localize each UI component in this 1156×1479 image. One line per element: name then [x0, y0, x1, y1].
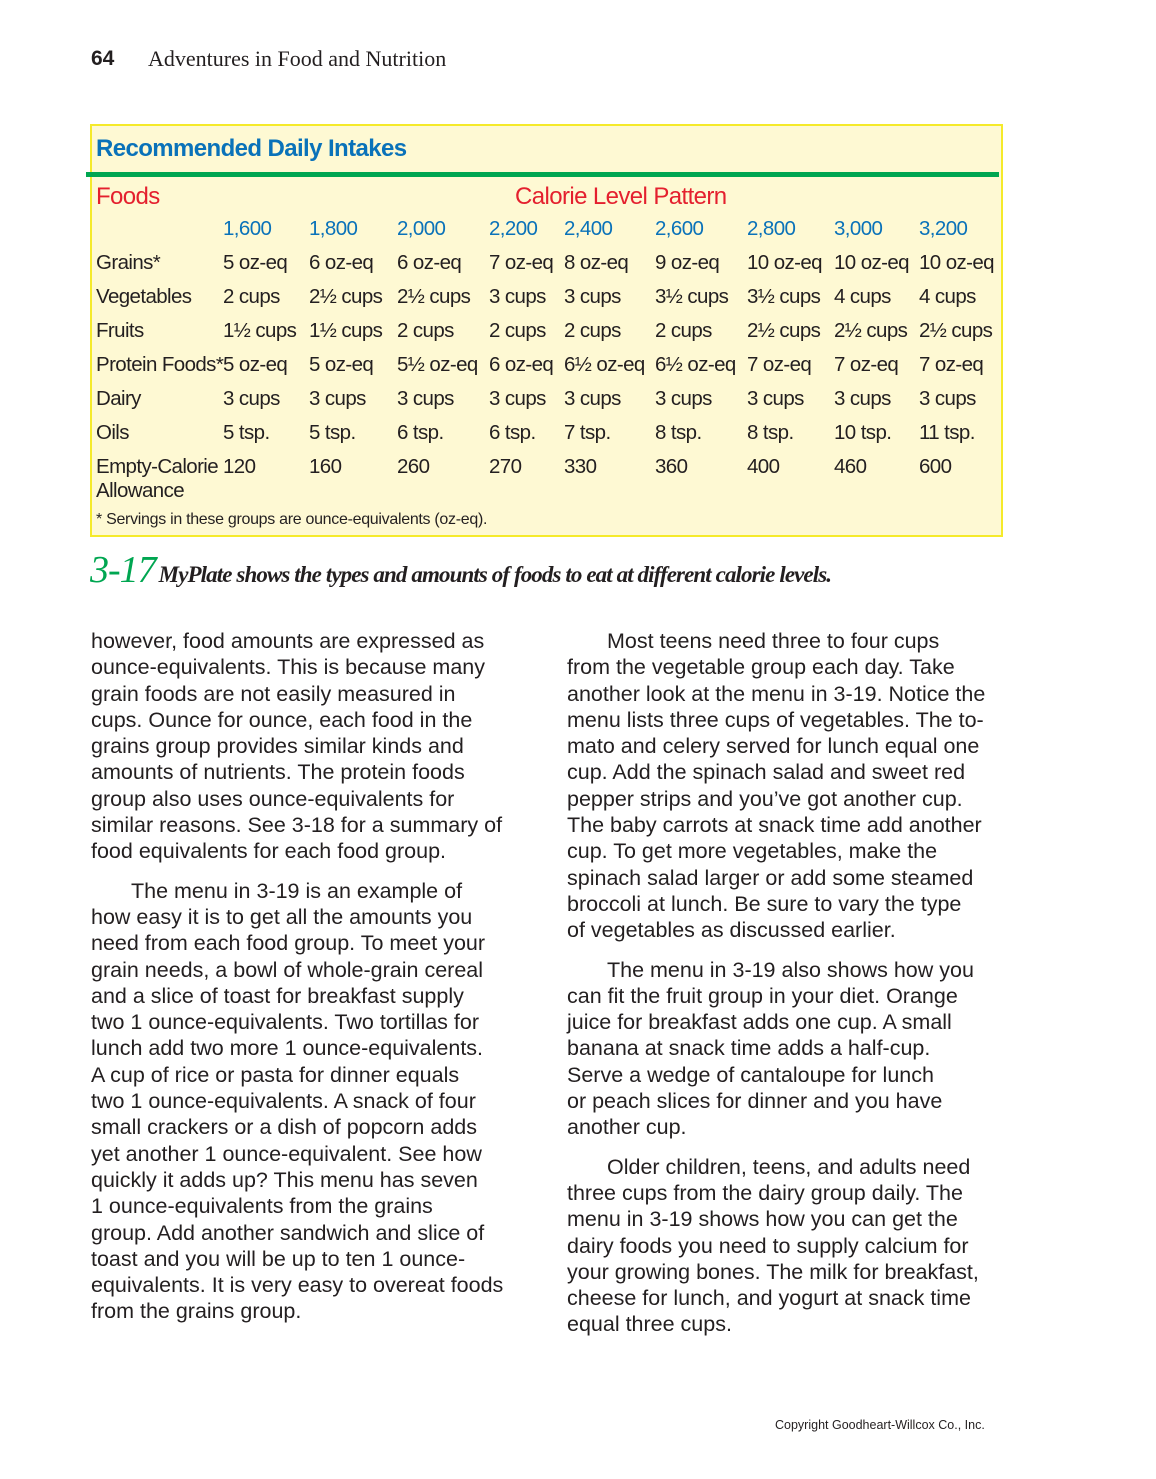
table-cell: 330	[564, 455, 597, 478]
table-cell: 6 oz-eq	[309, 251, 374, 274]
text-line: three cups from the dairy group daily. The	[567, 1180, 963, 1205]
text-line: juice for breakfast adds one cup. A small	[567, 1010, 952, 1035]
text-line: The menu in 3-19 is an example of	[131, 878, 463, 903]
table-cell: 3 cups	[397, 387, 454, 410]
text-line: Serve a wedge of cantaloupe for lunch	[567, 1062, 934, 1087]
text-line: toast and you will be up to ten 1 ounce-	[91, 1246, 466, 1271]
text-line: yet another 1 ounce-equivalent. See how	[91, 1141, 482, 1166]
text-line: quickly it adds up? This menu has seven	[91, 1167, 478, 1192]
row-label: Dairy	[96, 387, 141, 410]
text-line: need from each food group. To meet your	[91, 931, 486, 956]
table-cell: 10 oz-eq	[747, 251, 822, 274]
text-line: cup. Add the spinach salad and sweet red	[567, 760, 966, 785]
table-cell: 5 oz-eq	[223, 251, 288, 274]
table-cell: 600	[919, 455, 952, 478]
text-line: your growing bones. The milk for breakfast,	[567, 1259, 979, 1284]
row-label: Allowance	[96, 479, 185, 502]
table-cell: 5 oz-eq	[309, 353, 374, 376]
table-cell: 4 cups	[834, 285, 891, 308]
text-line: menu in 3-19 shows how you can get the	[567, 1207, 958, 1232]
table-cell: 3 cups	[564, 387, 621, 410]
table-cell: 2 cups	[489, 319, 546, 342]
calorie-level-header: 2,800	[747, 217, 796, 240]
table-cell: 3 cups	[309, 387, 366, 410]
table-cell: 2 cups	[564, 319, 621, 342]
table-cell: 3½ cups	[747, 285, 821, 308]
table-cell: 7 oz-eq	[834, 353, 899, 376]
text-line: another cup.	[567, 1115, 687, 1140]
calorie-level-header: 2,200	[489, 217, 538, 240]
body-column-right	[567, 628, 985, 1351]
text-line: group. Add another sandwich and slice of	[91, 1220, 485, 1245]
table-cell: 360	[655, 455, 688, 478]
text-line: Most teens need three to four cups	[607, 629, 940, 653]
table-cell: 4 cups	[919, 285, 976, 308]
divider	[86, 172, 999, 177]
paragraph	[567, 1154, 985, 1338]
paragraph	[567, 957, 985, 1141]
text-line: amounts of nutrients. The protein foods	[91, 760, 465, 785]
text-line: banana at snack time adds a half-cup.	[567, 1036, 931, 1061]
table-cell: 6 oz-eq	[489, 353, 554, 376]
text-line: group also uses ounce-equivalents for	[91, 786, 455, 811]
text-line: of vegetables as discussed earlier.	[567, 918, 896, 943]
text-line: cups. Ounce for ounce, each food in the	[91, 707, 473, 732]
row-label: Fruits	[96, 319, 144, 342]
text-line: cup. To get more vegetables, make the	[567, 839, 938, 864]
table-cell: 8 tsp.	[747, 421, 794, 444]
table-cell: 3 cups	[489, 387, 546, 410]
table-cell: 10 tsp.	[834, 421, 892, 444]
table-cell: 6½ oz-eq	[564, 353, 645, 376]
text-line: can fit the fruit group in your diet. Orange	[567, 983, 958, 1008]
text-line: grain needs, a bowl of whole-grain cereal	[91, 957, 484, 982]
text-line: equal three cups.	[567, 1312, 732, 1337]
row-label: Vegetables	[96, 285, 192, 308]
table-cell: 3 cups	[489, 285, 546, 308]
table-cell: 5 tsp.	[223, 421, 270, 444]
table-cell: 5 tsp.	[309, 421, 356, 444]
text-line: equivalents. It is very easy to overeat foods	[91, 1273, 504, 1298]
text-line: The menu in 3-19 also shows how you	[607, 957, 974, 982]
text-line: or peach slices for dinner and you have	[567, 1089, 943, 1114]
table-cell: 3 cups	[919, 387, 976, 410]
calorie-level-header: 3,200	[919, 217, 968, 240]
text-line: cheese for lunch, and yogurt at snack time	[567, 1286, 971, 1311]
row-label: Grains*	[96, 251, 161, 274]
figure-caption-text: MyPlate shows the types and amounts of foods to eat at different calorie levels.	[158, 562, 832, 587]
table-cell: 160	[309, 455, 342, 478]
table-cell: 260	[397, 455, 430, 478]
text-line: 1 ounce-equivalents from the grains	[91, 1194, 433, 1219]
table-cell: 2½ cups	[834, 319, 908, 342]
text-line: spinach salad larger or add some steamed	[567, 865, 974, 890]
text-line: ounce-equivalents. This is because many	[91, 655, 485, 680]
table-cell: 2½ cups	[747, 319, 821, 342]
table-cell: 7 tsp.	[564, 421, 611, 444]
table-cell: 10 oz-eq	[834, 251, 909, 274]
paragraph	[91, 878, 503, 1325]
paragraph	[567, 628, 985, 944]
row-label: Oils	[96, 421, 129, 444]
table-cell: 5 oz-eq	[223, 353, 288, 376]
text-line: grains group provides similar kinds and	[91, 734, 464, 759]
paragraph	[91, 628, 503, 865]
text-line: dairy foods you need to supply calcium for	[567, 1233, 969, 1258]
table-cell: 3 cups	[655, 387, 712, 410]
calorie-level-header: 1,600	[223, 217, 272, 240]
text-line: The baby carrots at snack time add another	[567, 813, 982, 838]
table-cell: 3 cups	[564, 285, 621, 308]
table-cell: 7 oz-eq	[919, 353, 984, 376]
figure-number: 3-17	[90, 549, 156, 591]
text-line: and a slice of toast for breakfast supply	[91, 983, 464, 1008]
table-cell: 270	[489, 455, 522, 478]
table-cell: 6 tsp.	[397, 421, 444, 444]
text-line: grain foods are not easily measured in	[91, 681, 456, 706]
table-cell: 3 cups	[747, 387, 804, 410]
table-cell: 2 cups	[397, 319, 454, 342]
calorie-level-header: 1,800	[309, 217, 358, 240]
calorie-level-header: 2,000	[397, 217, 446, 240]
row-label: Empty-Calorie	[96, 455, 219, 478]
text-line: two 1 ounce-equivalents. Two tortillas for	[91, 1010, 479, 1035]
table-cell: 7 oz-eq	[489, 251, 554, 274]
table-cell: 6½ oz-eq	[655, 353, 736, 376]
text-line: Older children, teens, and adults need	[607, 1154, 971, 1179]
table-footnote: * Servings in these groups are ounce-equivalents (oz-eq).	[96, 511, 488, 528]
table-cell: 2½ cups	[309, 285, 383, 308]
table-cell: 1½ cups	[309, 319, 383, 342]
page-number: 64	[91, 47, 115, 70]
foods-header: Foods	[96, 183, 160, 210]
table-cell: 2 cups	[223, 285, 280, 308]
table-cell: 8 tsp.	[655, 421, 702, 444]
table-cell: 6 oz-eq	[397, 251, 462, 274]
table-cell: 2½ cups	[919, 319, 993, 342]
table-cell: 460	[834, 455, 867, 478]
text-line: from the vegetable group each day. Take	[567, 655, 955, 680]
copyright: Copyright Goodheart-Willcox Co., Inc.	[775, 1418, 985, 1432]
calorie-level-header: 2,600	[655, 217, 704, 240]
figure-caption	[90, 548, 831, 592]
table-cell: 400	[747, 455, 780, 478]
table-cell: 6 tsp.	[489, 421, 536, 444]
text-line: two 1 ounce-equivalents. A snack of four	[91, 1089, 476, 1114]
calorie-level-header: 3,000	[834, 217, 883, 240]
text-line: small crackers or a dish of popcorn adds	[91, 1115, 477, 1140]
text-line: A cup of rice or pasta for dinner equals	[91, 1062, 460, 1087]
text-line: lunch add two more 1 ounce-equivalents.	[91, 1036, 484, 1061]
row-label: Protein Foods*	[96, 353, 224, 376]
table-cell: 1½ cups	[223, 319, 297, 342]
table-cell: 8 oz-eq	[564, 251, 629, 274]
table-cell: 120	[223, 455, 256, 478]
table-cell: 7 oz-eq	[747, 353, 812, 376]
table-cell: 3 cups	[834, 387, 891, 410]
text-line: menu lists three cups of vegetables. The to-	[567, 707, 984, 732]
text-line: however, food amounts are expressed as	[91, 629, 485, 653]
table-cell: 3 cups	[223, 387, 280, 410]
text-line: food equivalents for each food group.	[91, 839, 447, 864]
table-title: Recommended Daily Intakes	[96, 135, 407, 162]
table-cell: 3½ cups	[655, 285, 729, 308]
calorie-level-header: 2,400	[564, 217, 613, 240]
table-cell: 2 cups	[655, 319, 712, 342]
text-line: from the grains group.	[91, 1299, 302, 1324]
table-cell: 5½ oz-eq	[397, 353, 478, 376]
text-line: broccoli at lunch. Be sure to vary the type	[567, 891, 962, 916]
table-cell: 2½ cups	[397, 285, 471, 308]
table-cell: 9 oz-eq	[655, 251, 720, 274]
body-column-left	[91, 628, 503, 1338]
table-cell: 10 oz-eq	[919, 251, 994, 274]
text-line: another look at the menu in 3-19. Notice the	[567, 681, 986, 706]
calorie-pattern-header: Calorie Level Pattern	[515, 183, 727, 210]
text-line: mato and celery served for lunch equal one	[567, 734, 980, 759]
text-line: how easy it is to get all the amounts you	[91, 904, 473, 929]
running-title: Adventures in Food and Nutrition	[148, 46, 447, 71]
text-line: pepper strips and you’ve got another cup.	[567, 786, 963, 811]
table-cell: 11 tsp.	[919, 421, 975, 444]
text-line: similar reasons. See 3-18 for a summary of	[91, 813, 503, 838]
